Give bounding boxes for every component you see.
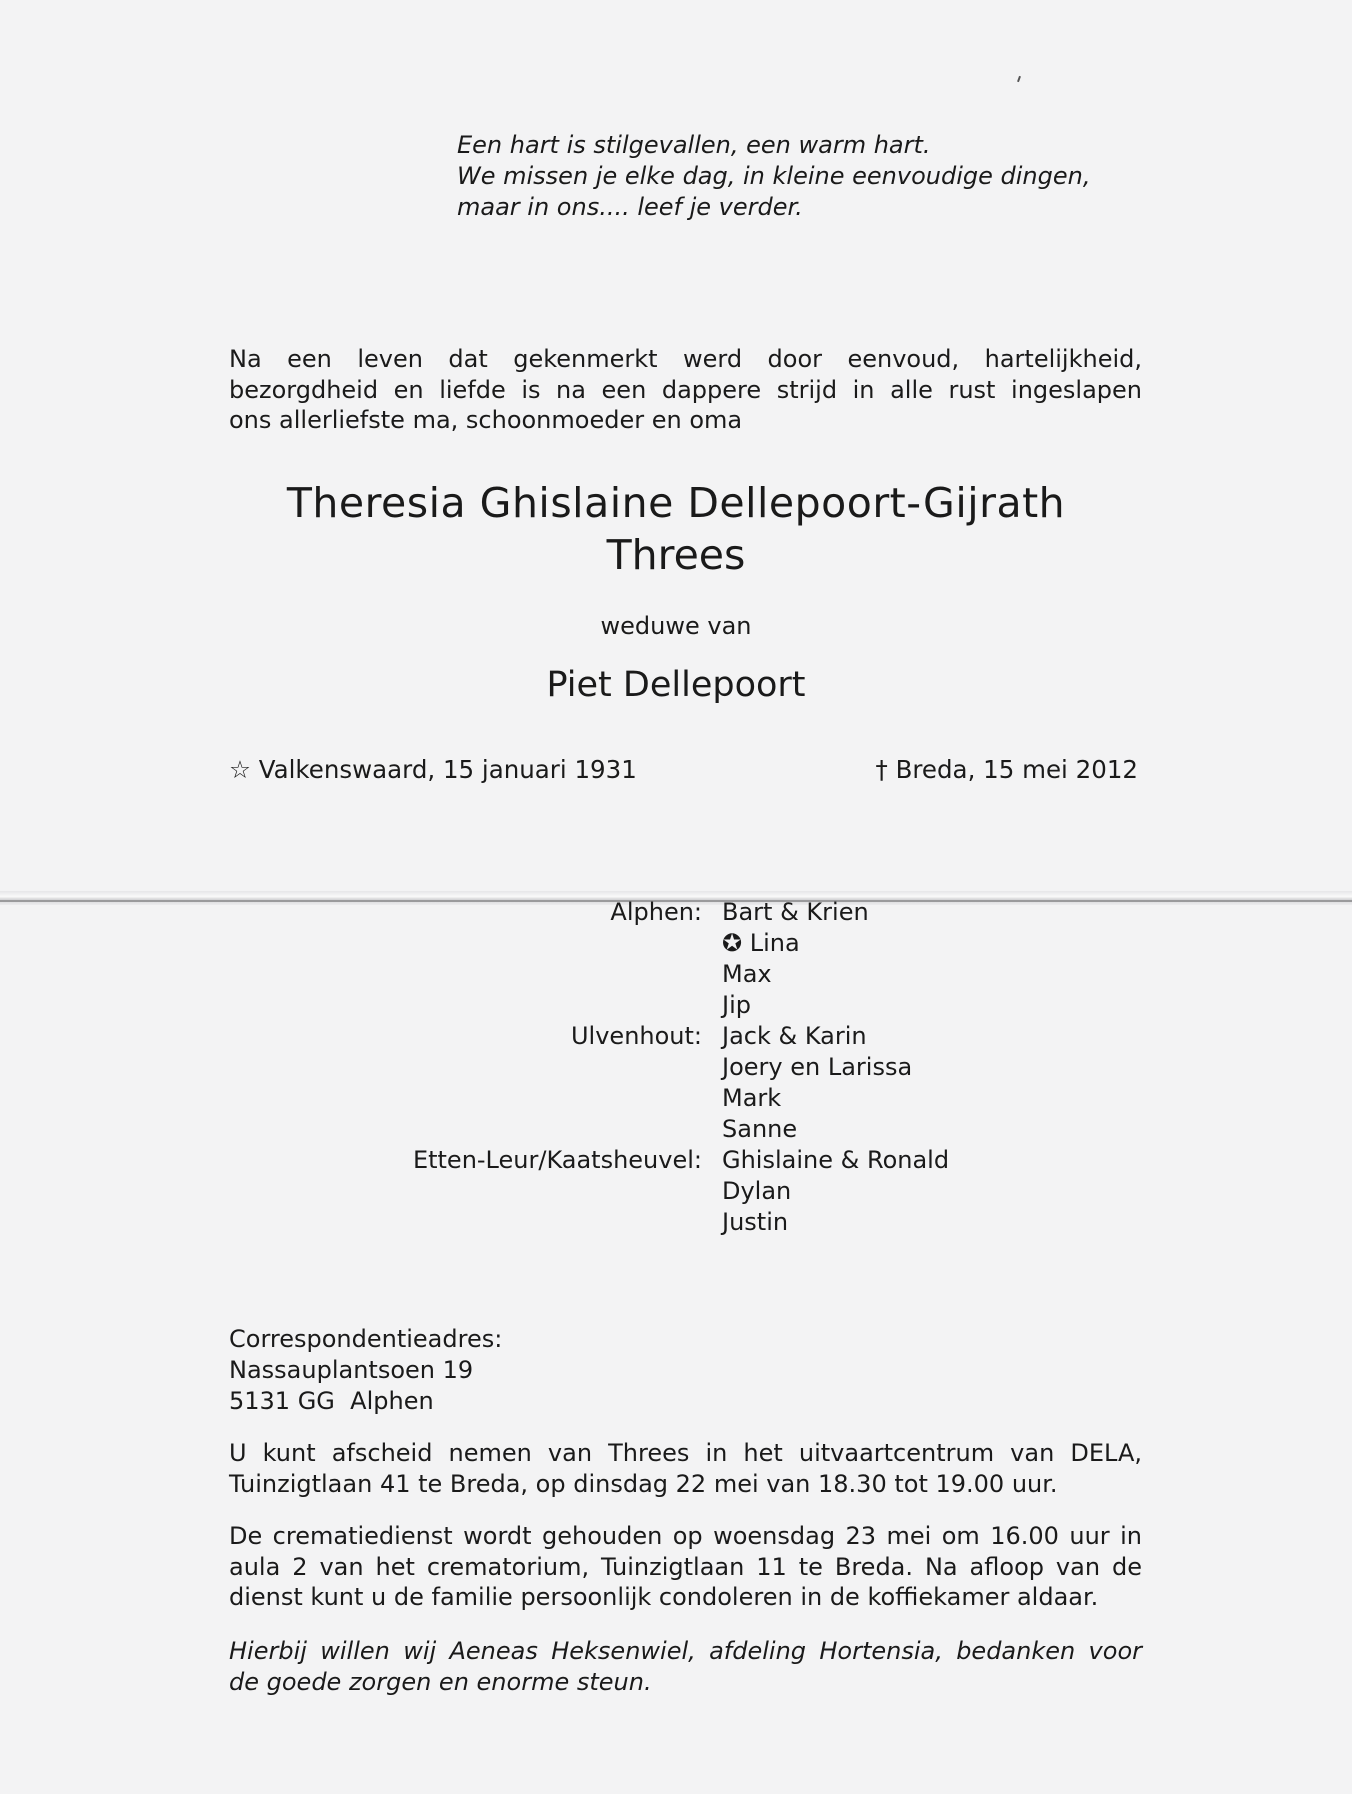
family-names: Bart & Krien xyxy=(722,898,869,926)
cremation-line: dienst kunt u de familie persoonlijk condoleren in de koffiekamer aldaar. xyxy=(229,1583,1099,1611)
family-location: Ulvenhout: xyxy=(570,1022,702,1050)
family-row xyxy=(0,928,1352,959)
farewell-line: U kunt afscheid nemen van Threes in het uitvaartcentrum van DELA, xyxy=(229,1439,1142,1467)
widow-of-label: weduwe van xyxy=(600,612,752,640)
thanks-paragraph xyxy=(229,1636,1142,1697)
family-location: Alphen: xyxy=(610,898,702,926)
deceased-nickname: Threes xyxy=(606,531,746,579)
family-names: Mark xyxy=(722,1084,782,1112)
intro-text xyxy=(229,344,1142,436)
farewell-line: Tuinzigtlaan 41 te Breda, op dinsdag 22 mei van 18.30 tot 19.00 uur. xyxy=(229,1469,1058,1498)
family-names: Jip xyxy=(722,991,751,1019)
family-location: Etten-Leur/Kaatsheuvel: xyxy=(412,1146,702,1174)
husband-name: Piet Dellepoort xyxy=(546,665,806,705)
correspondence-street: Nassauplantsoen 19 xyxy=(229,1356,474,1384)
death-date-place: † Breda, 15 mei 2012 xyxy=(875,755,1138,784)
family-names: Sanne xyxy=(722,1115,798,1143)
family-row xyxy=(0,959,1352,990)
poem xyxy=(457,130,1090,223)
intro-line: ons allerliefste ma, schoonmoeder en oma xyxy=(229,406,743,434)
family-row xyxy=(0,1083,1352,1114)
family-names: ✪ Lina xyxy=(722,929,800,957)
correspondence-city: 5131 GG Alphen xyxy=(229,1387,434,1415)
cremation-line: aula 2 van het crematorium, Tuinzigtlaan 11 te Breda. Na afloop van de xyxy=(229,1552,1142,1581)
family-row xyxy=(0,990,1352,1021)
birth-date-place: ☆ Valkenswaard, 15 januari 1931 xyxy=(229,755,637,784)
family-names: Justin xyxy=(722,1208,789,1236)
family-row xyxy=(0,1207,1352,1238)
poem-line: maar in ons.... leef je verder. xyxy=(457,193,803,221)
family-names: Ghislaine & Ronald xyxy=(722,1146,950,1174)
family-names: Jack & Karin xyxy=(722,1022,867,1050)
cremation-line: De crematiedienst wordt gehouden op woensdag 23 mei om 16.00 uur in xyxy=(229,1522,1142,1550)
intro-line: Na een leven dat gekenmerkt werd door eenvoud, hartelijkheid, xyxy=(229,345,1142,373)
family-row xyxy=(0,1176,1352,1207)
family-row xyxy=(0,1052,1352,1083)
deceased-full-name: Theresia Ghislaine Dellepoort-Gijrath xyxy=(286,479,1066,527)
family-row xyxy=(0,897,1352,928)
family-row xyxy=(0,1021,1352,1052)
family-row xyxy=(0,1114,1352,1145)
intro-line: bezorgdheid en liefde is na een dappere strijd in alle rust ingeslapen xyxy=(229,375,1142,404)
correspondence-label: Correspondentieadres: xyxy=(229,1325,503,1353)
thanks-line: de goede zorgen en enorme steun. xyxy=(229,1667,652,1696)
correspondence-address xyxy=(229,1324,502,1417)
family-row xyxy=(0,1145,1352,1176)
cremation-paragraph xyxy=(229,1521,1142,1613)
family-names: Max xyxy=(722,960,772,988)
paper-speck xyxy=(1017,76,1021,82)
family-names: Joery en Larissa xyxy=(722,1053,913,1081)
farewell-paragraph xyxy=(229,1438,1142,1499)
thanks-line: Hierbij willen wij Aeneas Heksenwiel, afdeling Hortensia, bedanken voor xyxy=(229,1637,1142,1665)
poem-line: We missen je elke dag, in kleine eenvoudige dingen, xyxy=(457,162,1091,190)
family-names: Dylan xyxy=(722,1177,792,1205)
poem-line: Een hart is stilgevallen, een warm hart. xyxy=(457,131,931,159)
